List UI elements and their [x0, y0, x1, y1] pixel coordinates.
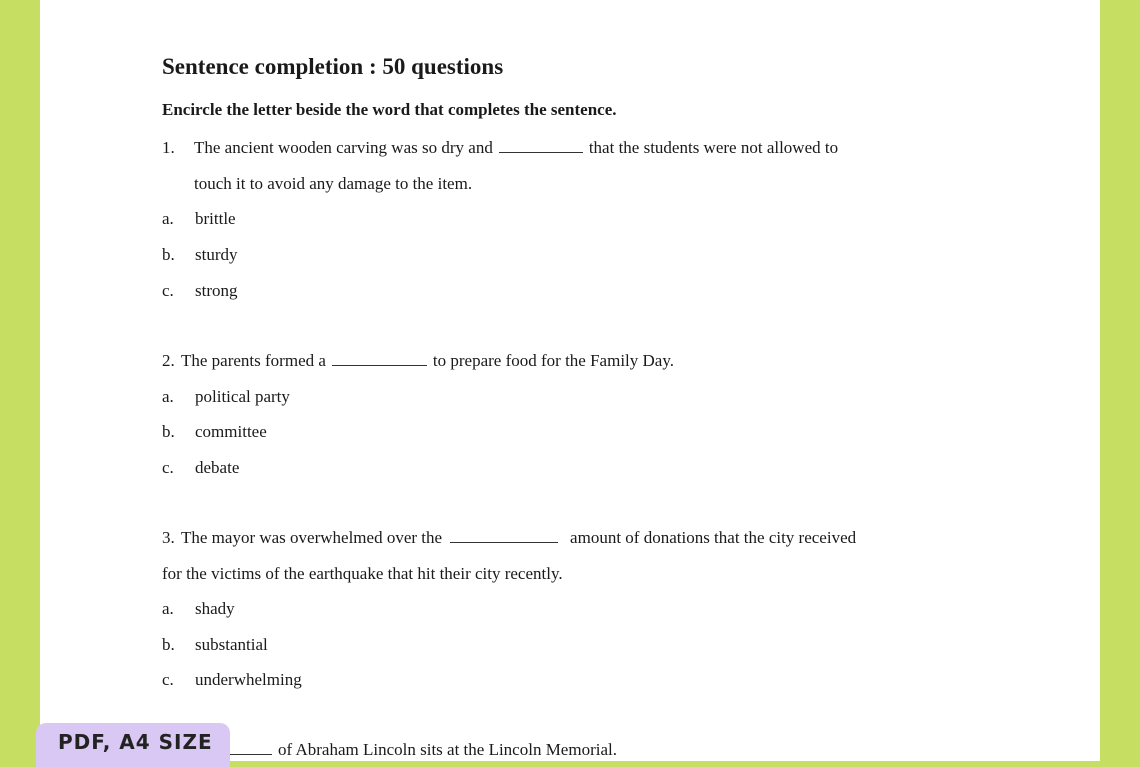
option-letter: a. — [162, 599, 174, 618]
option-3a[interactable] — [162, 599, 235, 619]
option-text: political party — [195, 387, 290, 406]
question-text-after: amount of donations that the city received — [570, 528, 857, 547]
option-letter: b. — [162, 635, 175, 654]
answer-blank — [499, 138, 583, 153]
option-letter: b. — [162, 422, 175, 441]
question-2 — [162, 351, 674, 371]
question-text-before: The ancient wooden carving was so dry and — [194, 138, 493, 157]
question-1-continuation: touch it to avoid any damage to the item. — [194, 174, 473, 193]
option-letter: a. — [162, 209, 174, 228]
question-text-before: The parents formed a — [181, 351, 326, 370]
option-3b[interactable] — [162, 635, 268, 655]
question-number: 1. — [162, 138, 175, 157]
page-title: Sentence completion : 50 questions — [162, 54, 504, 79]
instruction-text: Encircle the letter beside the word that completes the sentence. — [162, 100, 617, 119]
option-letter: c. — [162, 670, 174, 689]
option-text: shady — [195, 599, 235, 618]
option-1b[interactable] — [162, 245, 238, 265]
option-text: substantial — [195, 635, 268, 654]
option-text: committee — [195, 422, 267, 441]
question-3 — [162, 528, 856, 548]
option-letter: b. — [162, 245, 175, 264]
option-text: sturdy — [195, 245, 238, 264]
answer-blank — [332, 351, 427, 366]
question-number: 2. — [162, 351, 175, 370]
option-2c[interactable] — [162, 458, 239, 478]
option-text: strong — [195, 281, 238, 300]
answer-blank — [450, 528, 558, 543]
question-text-after: of Abraham Lincoln sits at the Lincoln Memorial. — [278, 740, 617, 759]
question-text-after: to prepare food for the Family Day. — [432, 351, 674, 370]
option-1a[interactable] — [162, 209, 236, 229]
option-1c[interactable] — [162, 281, 238, 301]
option-letter: c. — [162, 281, 174, 300]
option-letter: c. — [162, 458, 174, 477]
option-text: underwhelming — [195, 670, 302, 689]
option-text: brittle — [195, 209, 236, 228]
option-3c[interactable] — [162, 670, 302, 690]
question-text-after: that the students were not allowed to — [588, 138, 839, 157]
question-text-before: The mayor was overwhelmed over the — [181, 528, 443, 547]
question-4 — [230, 740, 617, 760]
option-letter: a. — [162, 387, 174, 406]
option-2b[interactable] — [162, 422, 267, 442]
option-text: debate — [195, 458, 240, 477]
question-number: 3. — [162, 528, 175, 547]
question-1 — [162, 138, 838, 158]
format-badge: PDF, A4 SIZE — [36, 723, 230, 767]
answer-blank — [230, 740, 272, 755]
question-3-continuation: for the victims of the earthquake that hit their city recently. — [162, 564, 563, 583]
option-2a[interactable] — [162, 387, 290, 407]
